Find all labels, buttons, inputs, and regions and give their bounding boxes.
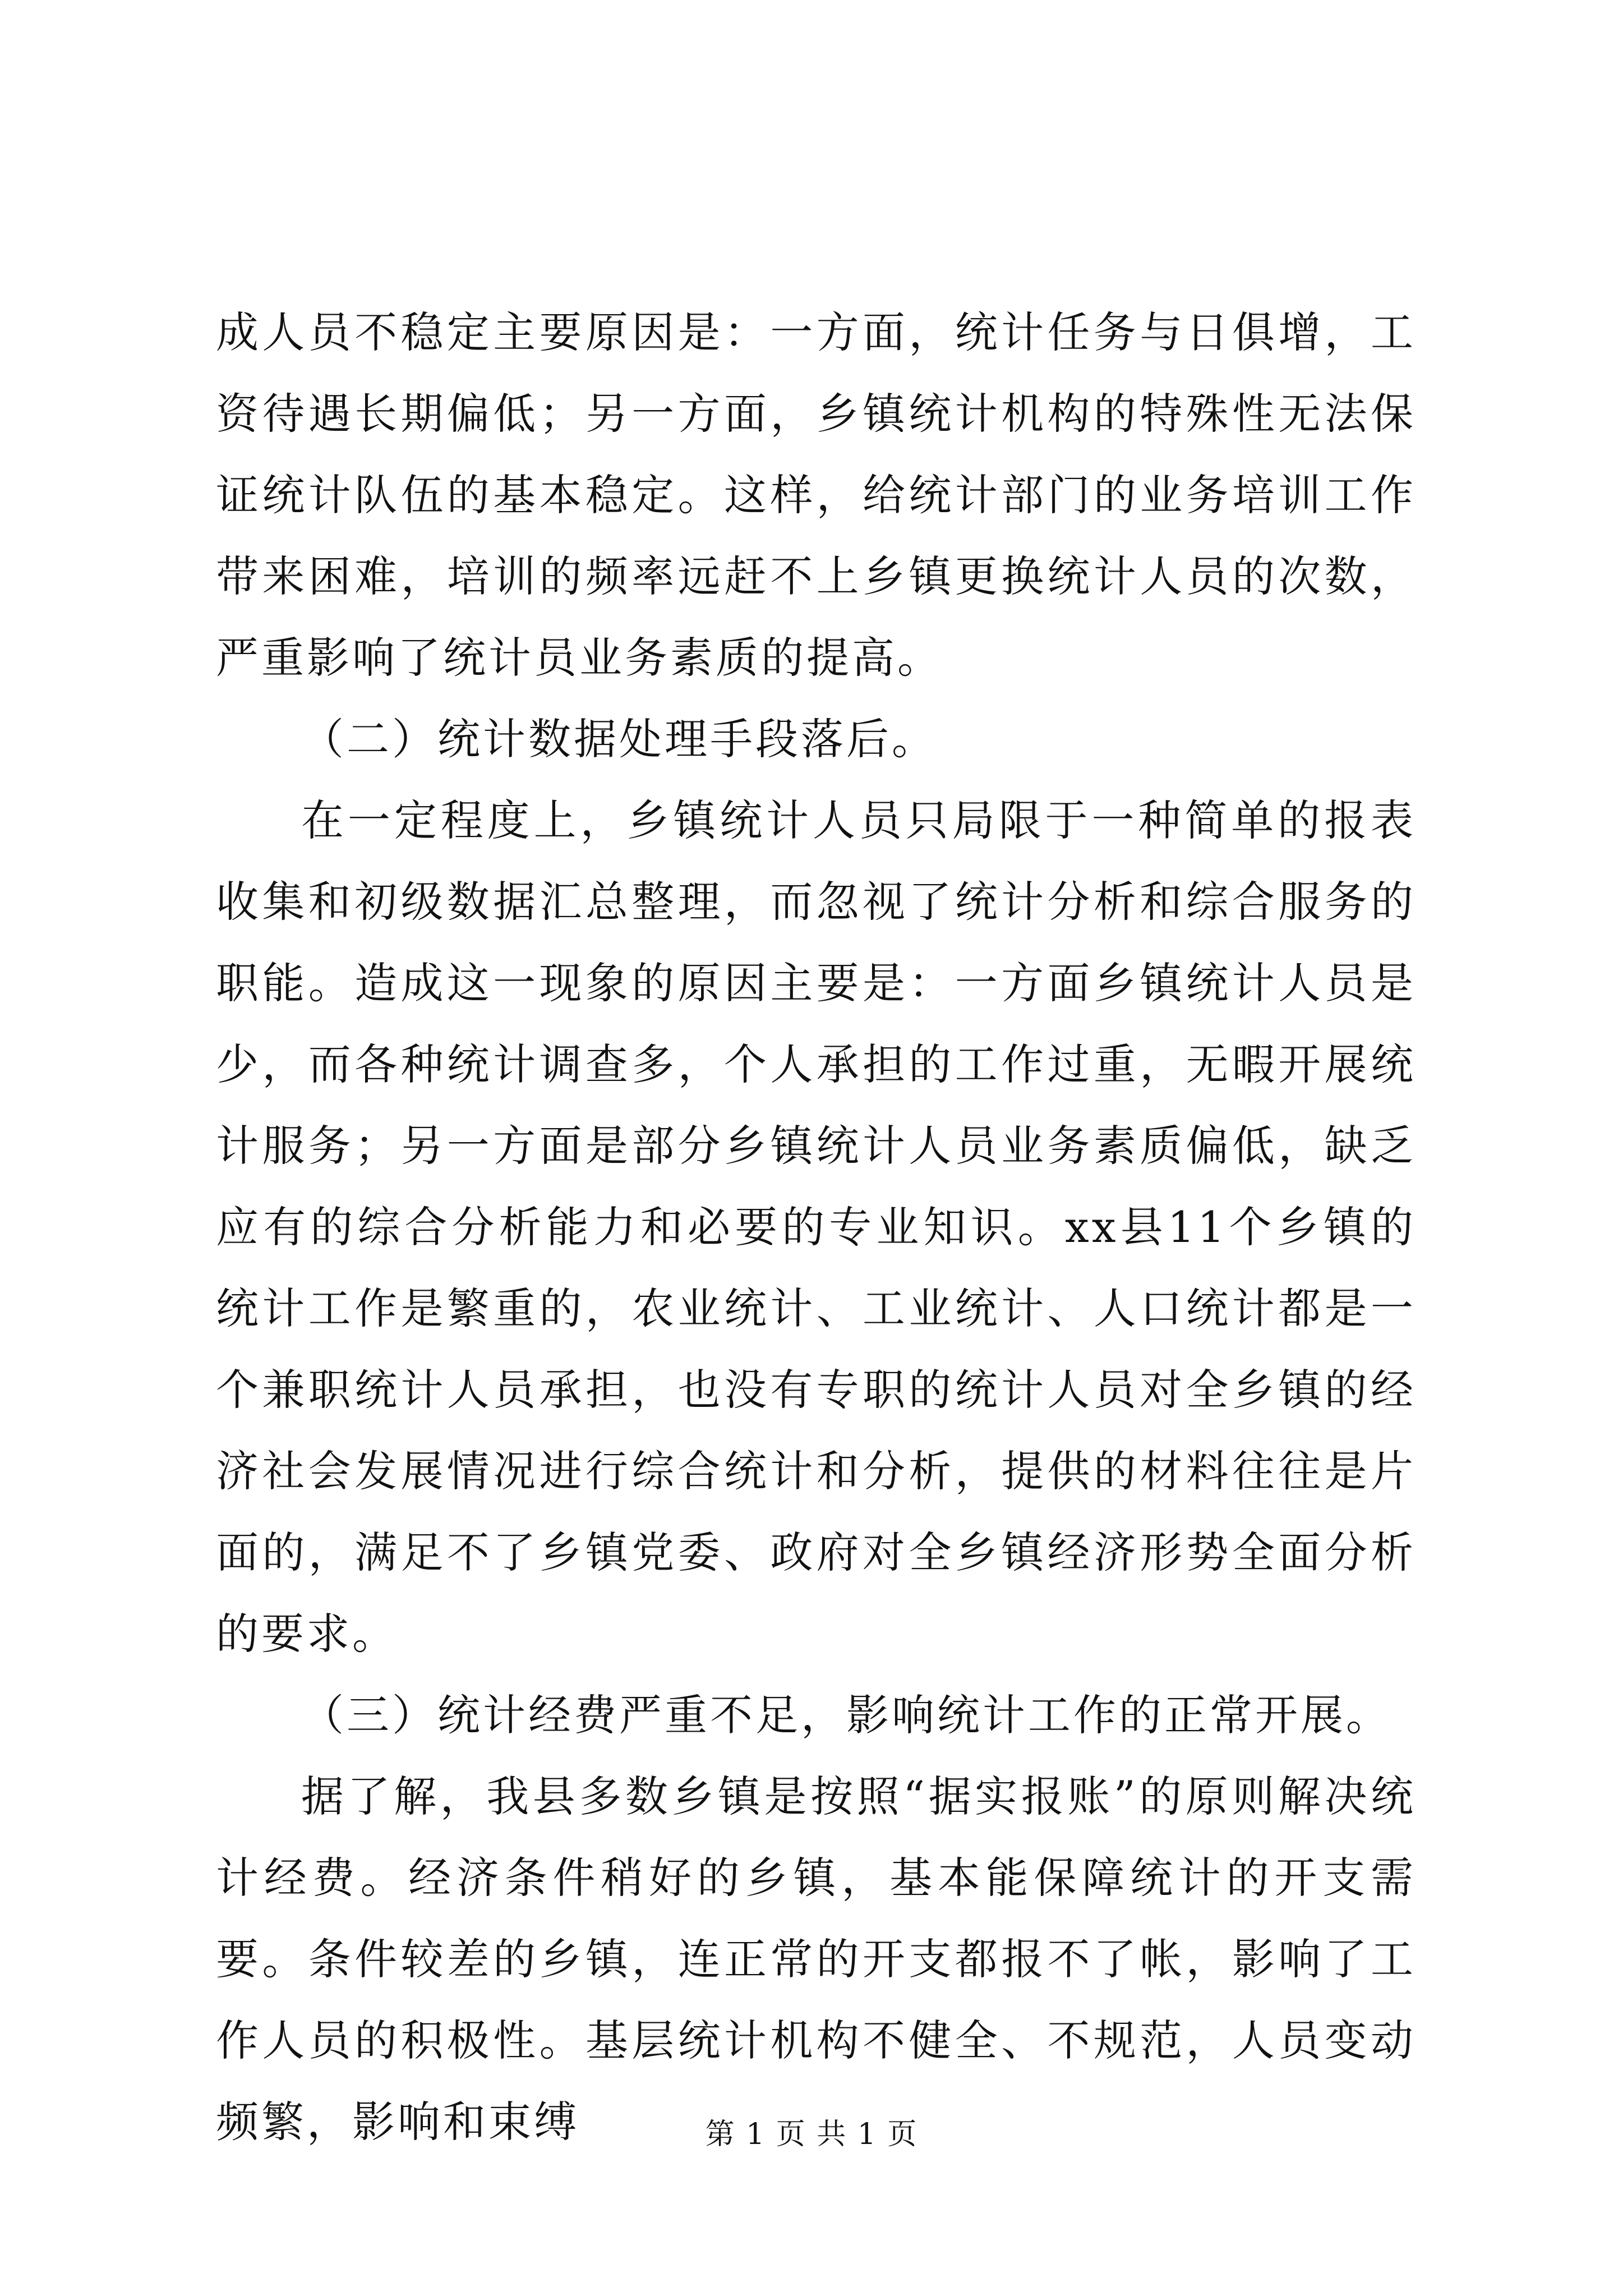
- page-footer: 第 1 页 共 1 页: [705, 2118, 918, 2151]
- document-body: [216, 292, 1416, 2162]
- paragraph-continuation: 成人员不稳定主要原因是：一方面，统计任务与日俱增，工资待遇长期偏低；另一方面，乡镇统计机构的特殊性无法保证统计队伍的基本稳定。这样，给统计部门的业务培训工作带来困难，培训的频率远赶不上乡镇更换统计人员的次数，严重影响了统计员业务素质的提高。: [216, 307, 1416, 683]
- paragraph-data-processing: 在一定程度上，乡镇统计人员只局限于一种简单的报表收集和初级数据汇总整理，而忽视了统计分析和综合服务的职能。造成这一现象的原因主要是：一方面乡镇统计人员是少，而各种统计调查多，个人承担的工作过重，无暇开展统计服务；另一方面是部分乡镇统计人员业务素质偏低，缺乏应有的综合分析能力和必要的专业知识。xx县11个乡镇的统计工作是繁重的，农业统计、工业统计、人口统计都是一个兼职统计人员承担，也没有专职的统计人员对全乡镇的经济社会发展情况进行综合统计和分析，提供的材料往往是片面的，满足不了乡镇党委、政府对全乡镇经济形势全面分析的要求。: [216, 795, 1416, 1659]
- paragraph-funding: 据了解，我县多数乡镇是按照“据实报账”的原则解决统计经费。经济条件稍好的乡镇，基本能保障统计的开支需要。条件较差的乡镇，连正常的开支都报不了帐，影响了工作人员的积极性。基层统计机构不健全、不规范，人员变动频繁，影响和束缚: [216, 1772, 1416, 2147]
- section-heading-2: （二）统计数据处理手段落后。: [301, 714, 937, 764]
- section-heading-3: （三）统计经费严重不足，影响统计工作的正常开展。: [301, 1690, 1391, 1740]
